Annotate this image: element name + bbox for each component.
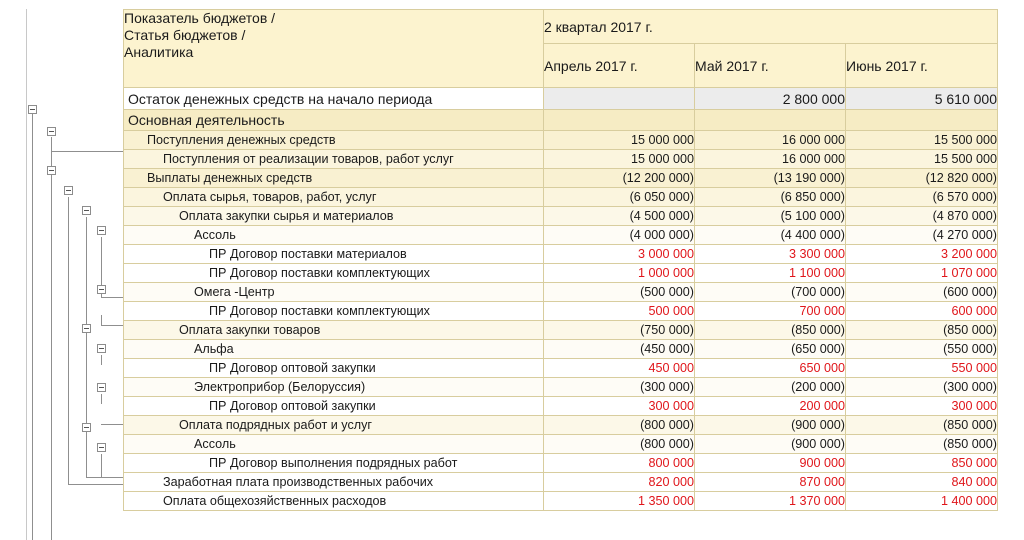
collapse-toggle-goods[interactable] (82, 324, 91, 333)
table-row[interactable] (124, 359, 998, 378)
row-label: Поступления от реализации товаров, работ услуг (124, 150, 544, 169)
table-row[interactable] (124, 169, 998, 188)
amount-cell: (600 000) (846, 283, 998, 302)
amount-cell: 900 000 (695, 454, 846, 473)
amount-cell (695, 110, 846, 131)
tree-grouping-pane (26, 9, 124, 540)
table-row[interactable] (124, 264, 998, 283)
row-label: Оплата закупки товаров (124, 321, 544, 340)
indicator-column-header (124, 10, 544, 88)
table-row[interactable] (124, 473, 998, 492)
amount-cell: 840 000 (846, 473, 998, 492)
table-row[interactable] (124, 207, 998, 226)
table-row[interactable] (124, 131, 998, 150)
collapse-toggle-alfa[interactable] (97, 344, 106, 353)
month-header-june: Июнь 2017 г. (846, 44, 998, 88)
amount-cell: (4 400 000) (695, 226, 846, 245)
row-label: Оплата подрядных работ и услуг (124, 416, 544, 435)
table-row[interactable] (124, 150, 998, 169)
collapse-toggle-receipts[interactable] (47, 127, 56, 136)
amount-cell: (850 000) (846, 435, 998, 454)
table-row[interactable] (124, 321, 998, 340)
amount-cell: (300 000) (846, 378, 998, 397)
row-label: Поступления денежных средств (124, 131, 544, 150)
amount-cell: 5 610 000 (846, 88, 998, 110)
amount-cell: 16 000 000 (695, 131, 846, 150)
collapse-toggle-payments[interactable] (47, 166, 56, 175)
amount-cell: (850 000) (846, 321, 998, 340)
amount-cell: (200 000) (695, 378, 846, 397)
month-header-may: Май 2017 г. (695, 44, 846, 88)
collapse-toggle-assol-works[interactable] (97, 443, 106, 452)
amount-cell: (4 870 000) (846, 207, 998, 226)
row-label: Альфа (124, 340, 544, 359)
table-row[interactable] (124, 302, 998, 321)
amount-cell: (900 000) (695, 435, 846, 454)
amount-cell: (4 500 000) (544, 207, 695, 226)
amount-cell: (850 000) (846, 416, 998, 435)
row-label: ПР Договор поставки комплектующих (124, 302, 544, 321)
collapse-toggle-omega[interactable] (97, 285, 106, 294)
amount-cell: (800 000) (544, 416, 695, 435)
amount-cell: 1 400 000 (846, 492, 998, 511)
table-row[interactable] (124, 492, 998, 511)
collapse-toggle-assol[interactable] (97, 226, 106, 235)
amount-cell: 3 200 000 (846, 245, 998, 264)
amount-cell: (5 100 000) (695, 207, 846, 226)
amount-cell: 16 000 000 (695, 150, 846, 169)
amount-cell: 1 350 000 (544, 492, 695, 511)
indicator-header-line: Аналитика (124, 44, 194, 60)
amount-cell: (900 000) (695, 416, 846, 435)
amount-cell: 300 000 (544, 397, 695, 416)
table-row[interactable] (124, 226, 998, 245)
amount-cell: (6 050 000) (544, 188, 695, 207)
amount-cell: (500 000) (544, 283, 695, 302)
month-header-april: Апрель 2017 г. (544, 44, 695, 88)
amount-cell (544, 88, 695, 110)
collapse-toggle-raw-goods[interactable] (64, 186, 73, 195)
amount-cell: 3 000 000 (544, 245, 695, 264)
table-row[interactable] (124, 397, 998, 416)
amount-cell: 820 000 (544, 473, 695, 492)
amount-cell: 3 300 000 (695, 245, 846, 264)
amount-cell: 500 000 (544, 302, 695, 321)
row-label: ПР Договор поставки материалов (124, 245, 544, 264)
amount-cell: 15 000 000 (544, 131, 695, 150)
amount-cell: (4 270 000) (846, 226, 998, 245)
table-row[interactable] (124, 245, 998, 264)
amount-cell: 200 000 (695, 397, 846, 416)
amount-cell: (450 000) (544, 340, 695, 359)
table-row[interactable] (124, 283, 998, 302)
row-label: ПР Договор поставки комплектующих (124, 264, 544, 283)
collapse-toggle-operating[interactable] (28, 105, 37, 114)
table-row[interactable] (124, 188, 998, 207)
row-label: Оплата сырья, товаров, работ, услуг (124, 188, 544, 207)
amount-cell: 550 000 (846, 359, 998, 378)
amount-cell: 1 100 000 (695, 264, 846, 283)
table-row[interactable] (124, 416, 998, 435)
amount-cell: (13 190 000) (695, 169, 846, 188)
amount-cell: 870 000 (695, 473, 846, 492)
amount-cell: 1 070 000 (846, 264, 998, 283)
table-row[interactable] (124, 435, 998, 454)
amount-cell: 15 000 000 (544, 150, 695, 169)
amount-cell: (12 200 000) (544, 169, 695, 188)
row-label: Основная деятельность (124, 110, 544, 131)
collapse-toggle-electropribor[interactable] (97, 383, 106, 392)
row-label: Ассоль (124, 435, 544, 454)
amount-cell: (550 000) (846, 340, 998, 359)
indicator-header-line: Показатель бюджетов / (124, 10, 276, 26)
header-row-period (124, 10, 998, 44)
amount-cell: (6 570 000) (846, 188, 998, 207)
table-row[interactable] (124, 378, 998, 397)
amount-cell: 450 000 (544, 359, 695, 378)
amount-cell: (750 000) (544, 321, 695, 340)
budget-report-table (123, 9, 998, 511)
amount-cell: 1 370 000 (695, 492, 846, 511)
table-row[interactable] (124, 88, 998, 110)
amount-cell: 800 000 (544, 454, 695, 473)
amount-cell (846, 110, 998, 131)
row-label: Электроприбор (Белоруссия) (124, 378, 544, 397)
amount-cell: 600 000 (846, 302, 998, 321)
period-header: 2 квартал 2017 г. (544, 10, 998, 44)
row-label: Ассоль (124, 226, 544, 245)
amount-cell: (850 000) (695, 321, 846, 340)
amount-cell: 15 500 000 (846, 131, 998, 150)
amount-cell: (800 000) (544, 435, 695, 454)
indicator-header-line: Статья бюджетов / (124, 27, 246, 43)
amount-cell: (650 000) (695, 340, 846, 359)
row-label: Выплаты денежных средств (124, 169, 544, 188)
amount-cell: 1 000 000 (544, 264, 695, 283)
amount-cell: 850 000 (846, 454, 998, 473)
amount-cell: 300 000 (846, 397, 998, 416)
row-label: Остаток денежных средств на начало периода (124, 88, 544, 110)
amount-cell: (12 820 000) (846, 169, 998, 188)
amount-cell: (700 000) (695, 283, 846, 302)
collapse-toggle-materials[interactable] (82, 206, 91, 215)
row-label: ПР Договор оптовой закупки (124, 359, 544, 378)
table-row[interactable] (124, 454, 998, 473)
amount-cell (544, 110, 695, 131)
amount-cell: (300 000) (544, 378, 695, 397)
row-label: ПР Договор оптовой закупки (124, 397, 544, 416)
row-label: Заработная плата производственных рабочих (124, 473, 544, 492)
row-label: ПР Договор выполнения подрядных работ (124, 454, 544, 473)
amount-cell: 15 500 000 (846, 150, 998, 169)
amount-cell: 650 000 (695, 359, 846, 378)
amount-cell: (4 000 000) (544, 226, 695, 245)
report-body (124, 88, 998, 511)
amount-cell: 700 000 (695, 302, 846, 321)
row-label: Омега -Центр (124, 283, 544, 302)
table-row[interactable] (124, 110, 998, 131)
row-label: Оплата закупки сырья и материалов (124, 207, 544, 226)
collapse-toggle-contract-works[interactable] (82, 423, 91, 432)
row-label: Оплата общехозяйственных расходов (124, 492, 544, 511)
amount-cell: (6 850 000) (695, 188, 846, 207)
table-row[interactable] (124, 340, 998, 359)
amount-cell: 2 800 000 (695, 88, 846, 110)
